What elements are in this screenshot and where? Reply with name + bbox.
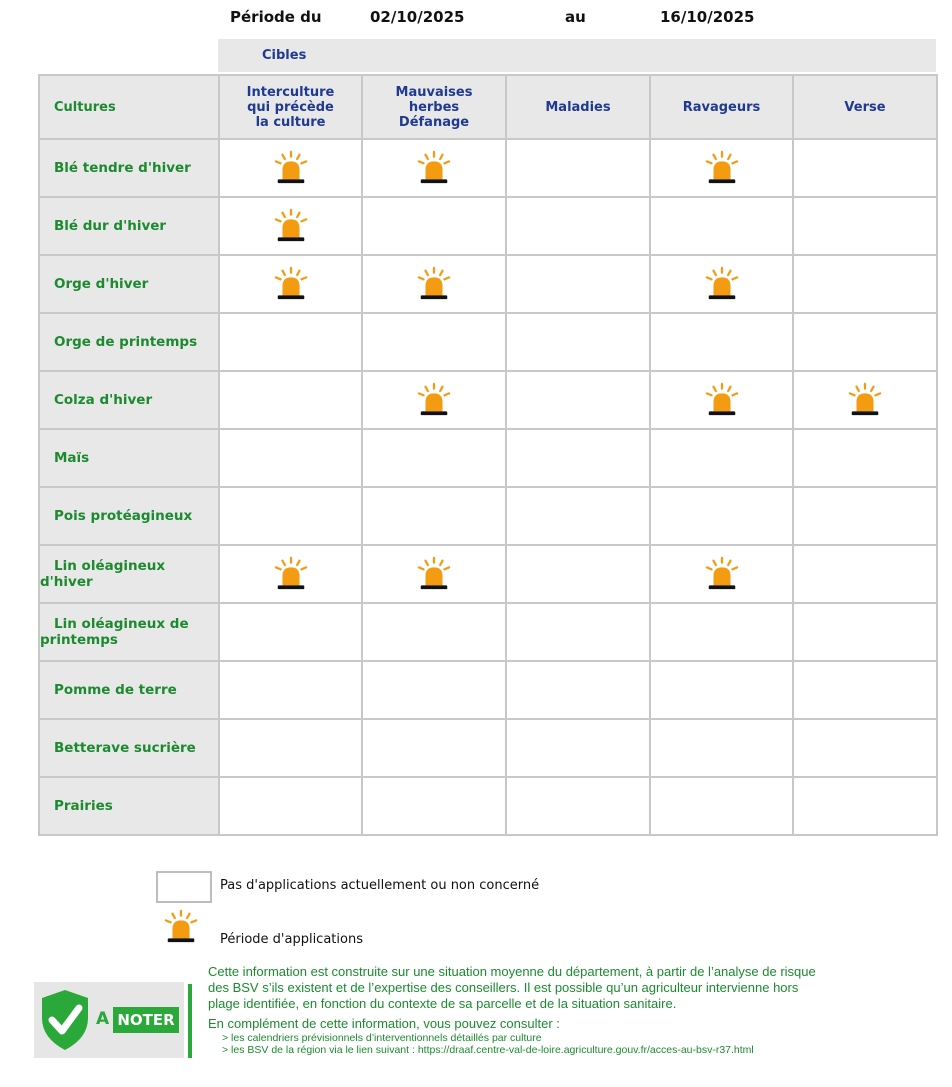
note-badge-letter: A xyxy=(96,1009,110,1029)
crop-name: Blé tendre d'hiver xyxy=(54,160,191,176)
note-line: Cette information est construite sur une situation moyenne du département, à partir de l’analyse de risque xyxy=(208,964,816,979)
note-badge-word: NOTER xyxy=(113,1007,179,1033)
empty-cell xyxy=(650,719,793,777)
empty-cell xyxy=(506,487,650,545)
application-period-cell xyxy=(650,371,793,429)
table-header-row xyxy=(39,75,937,139)
note-link-bsv: > les BSV de la région via le lien suivant : https://draaf.centre-val-de-loire.agriculture.gouv.fr/acces-au-bsv-r37.html xyxy=(222,1044,754,1056)
period-header xyxy=(0,8,952,30)
table-row xyxy=(39,429,937,487)
crop-name: d'hiver xyxy=(40,574,93,590)
siren-icon xyxy=(703,150,741,186)
empty-cell xyxy=(219,487,362,545)
crop-name-cell xyxy=(39,429,219,487)
crop-name-cell xyxy=(39,777,219,835)
crop-name: Blé dur d'hiver xyxy=(54,218,167,234)
empty-cell xyxy=(650,603,793,661)
empty-cell xyxy=(506,371,650,429)
empty-cell xyxy=(793,603,937,661)
siren-icon xyxy=(415,150,453,186)
empty-cell xyxy=(362,487,506,545)
crop-name-cell xyxy=(39,313,219,371)
crop-name: printemps xyxy=(40,632,118,648)
empty-cell xyxy=(793,777,937,835)
empty-cell xyxy=(650,313,793,371)
crop-name: Lin oléagineux de xyxy=(54,616,189,632)
empty-cell xyxy=(793,313,937,371)
siren-icon xyxy=(272,208,310,244)
check-shield-icon xyxy=(38,988,92,1052)
column-header-line: qui précède xyxy=(247,99,334,115)
empty-cell xyxy=(506,777,650,835)
application-period-cell xyxy=(362,371,506,429)
note-complement: En complément de cette information, vous pouvez consulter : xyxy=(208,1016,560,1031)
table-row xyxy=(39,371,937,429)
crop-name: Orge d'hiver xyxy=(54,276,149,292)
crop-name: Prairies xyxy=(54,798,113,814)
table-row xyxy=(39,139,937,197)
legend-siren-label: Période d'applications xyxy=(220,932,363,947)
application-period-cell xyxy=(219,255,362,313)
table-row xyxy=(39,603,937,661)
empty-cell xyxy=(219,661,362,719)
empty-cell xyxy=(793,661,937,719)
crop-name-cell xyxy=(39,545,219,603)
empty-cell xyxy=(506,197,650,255)
application-period-cell xyxy=(793,371,937,429)
empty-cell xyxy=(219,313,362,371)
note-text-block xyxy=(208,964,948,1056)
empty-cell xyxy=(506,255,650,313)
siren-icon xyxy=(272,266,310,302)
column-header-line: Ravageurs xyxy=(682,99,761,115)
crop-name-cell xyxy=(39,719,219,777)
empty-cell xyxy=(506,139,650,197)
note-line: plage identifiée, en fonction du contexte de sa parcelle et de la situation sanitaire. xyxy=(208,996,677,1011)
legend-empty-swatch xyxy=(156,871,212,903)
note-line: des BSV s’ils existent et de l’expertise des conseillers. Il est possible qu’un agriculteur intervienne hors xyxy=(208,980,799,995)
empty-cell xyxy=(362,313,506,371)
period-to-date: 16/10/2025 xyxy=(660,8,755,26)
column-header-line: herbes xyxy=(408,99,460,115)
period-to-label: au xyxy=(565,8,586,26)
empty-cell xyxy=(362,429,506,487)
application-period-cell xyxy=(219,545,362,603)
empty-cell xyxy=(362,197,506,255)
siren-icon xyxy=(415,382,453,418)
period-from-date: 02/10/2025 xyxy=(370,8,465,26)
empty-cell xyxy=(362,661,506,719)
empty-cell xyxy=(650,487,793,545)
crop-name-cell xyxy=(39,603,219,661)
siren-icon xyxy=(703,382,741,418)
crop-name: Betterave sucrière xyxy=(54,740,196,756)
crop-name-cell xyxy=(39,661,219,719)
table-row xyxy=(39,661,937,719)
siren-icon xyxy=(415,266,453,302)
empty-cell xyxy=(506,603,650,661)
crop-name: Colza d'hiver xyxy=(54,392,153,408)
crop-name-cell xyxy=(39,197,219,255)
empty-cell xyxy=(362,603,506,661)
legend-empty-label: Pas d'applications actuellement ou non concerné xyxy=(220,878,540,893)
application-period-cell xyxy=(362,139,506,197)
note-divider xyxy=(188,984,192,1058)
crop-name: Pomme de terre xyxy=(54,682,177,698)
siren-icon xyxy=(415,556,453,592)
crop-name-cell xyxy=(39,487,219,545)
crop-column-header: Cultures xyxy=(39,75,219,139)
crop-name-cell xyxy=(39,371,219,429)
empty-cell xyxy=(362,777,506,835)
empty-cell xyxy=(219,777,362,835)
column-header-interculture xyxy=(219,75,362,139)
column-header-line: Verse xyxy=(844,99,886,115)
column-header-line: Mauvaises xyxy=(395,84,473,100)
empty-cell xyxy=(362,719,506,777)
column-header-pests xyxy=(650,75,793,139)
table-row xyxy=(39,197,937,255)
empty-cell xyxy=(793,719,937,777)
crop-name-cell xyxy=(39,139,219,197)
empty-cell xyxy=(219,719,362,777)
targets-group-header xyxy=(218,39,936,72)
siren-icon xyxy=(272,556,310,592)
application-period-cell xyxy=(219,139,362,197)
column-header-line: Défanage xyxy=(398,114,470,130)
note-badge xyxy=(34,982,184,1058)
empty-cell xyxy=(506,429,650,487)
period-from-label: Période du xyxy=(230,8,322,26)
siren-icon xyxy=(272,150,310,186)
empty-cell xyxy=(793,545,937,603)
targets-group-label: Cibles xyxy=(262,48,307,63)
empty-cell xyxy=(793,197,937,255)
note-link-calendars: > les calendriers prévisionnels d’interventionnels détaillés par culture xyxy=(222,1032,542,1044)
empty-cell xyxy=(650,661,793,719)
crop-name-cell xyxy=(39,255,219,313)
empty-cell xyxy=(506,661,650,719)
column-header-weeds xyxy=(362,75,506,139)
empty-cell xyxy=(219,371,362,429)
crop-name: Lin oléagineux xyxy=(54,558,166,574)
empty-cell xyxy=(793,429,937,487)
application-period-cell xyxy=(362,545,506,603)
column-header-diseases xyxy=(506,75,650,139)
column-header-lodging xyxy=(793,75,937,139)
application-period-cell xyxy=(362,255,506,313)
legend-siren-icon xyxy=(162,909,200,945)
crop-name: Orge de printemps xyxy=(54,334,198,350)
application-period-cell xyxy=(219,197,362,255)
application-calendar-table xyxy=(38,74,938,836)
crop-name: Pois protéagineux xyxy=(54,508,193,524)
application-period-cell xyxy=(650,255,793,313)
siren-icon xyxy=(846,382,884,418)
table-row xyxy=(39,313,937,371)
table-row xyxy=(39,487,937,545)
empty-cell xyxy=(650,429,793,487)
crop-name: Maïs xyxy=(54,450,90,466)
empty-cell xyxy=(506,313,650,371)
table-row xyxy=(39,255,937,313)
column-header-line: Interculture xyxy=(246,84,335,100)
table-row xyxy=(39,777,937,835)
column-header-line: la culture xyxy=(255,114,326,130)
empty-cell xyxy=(793,255,937,313)
empty-cell xyxy=(793,487,937,545)
empty-cell xyxy=(506,545,650,603)
siren-icon xyxy=(703,266,741,302)
siren-icon xyxy=(162,909,200,945)
table-row xyxy=(39,719,937,777)
empty-cell xyxy=(793,139,937,197)
table-row xyxy=(39,545,937,603)
empty-cell xyxy=(219,603,362,661)
empty-cell xyxy=(506,719,650,777)
application-period-cell xyxy=(650,139,793,197)
table-body xyxy=(39,139,937,835)
empty-cell xyxy=(219,429,362,487)
empty-cell xyxy=(650,197,793,255)
application-period-cell xyxy=(650,545,793,603)
empty-cell xyxy=(650,777,793,835)
column-header-line: Maladies xyxy=(545,99,611,115)
siren-icon xyxy=(703,556,741,592)
